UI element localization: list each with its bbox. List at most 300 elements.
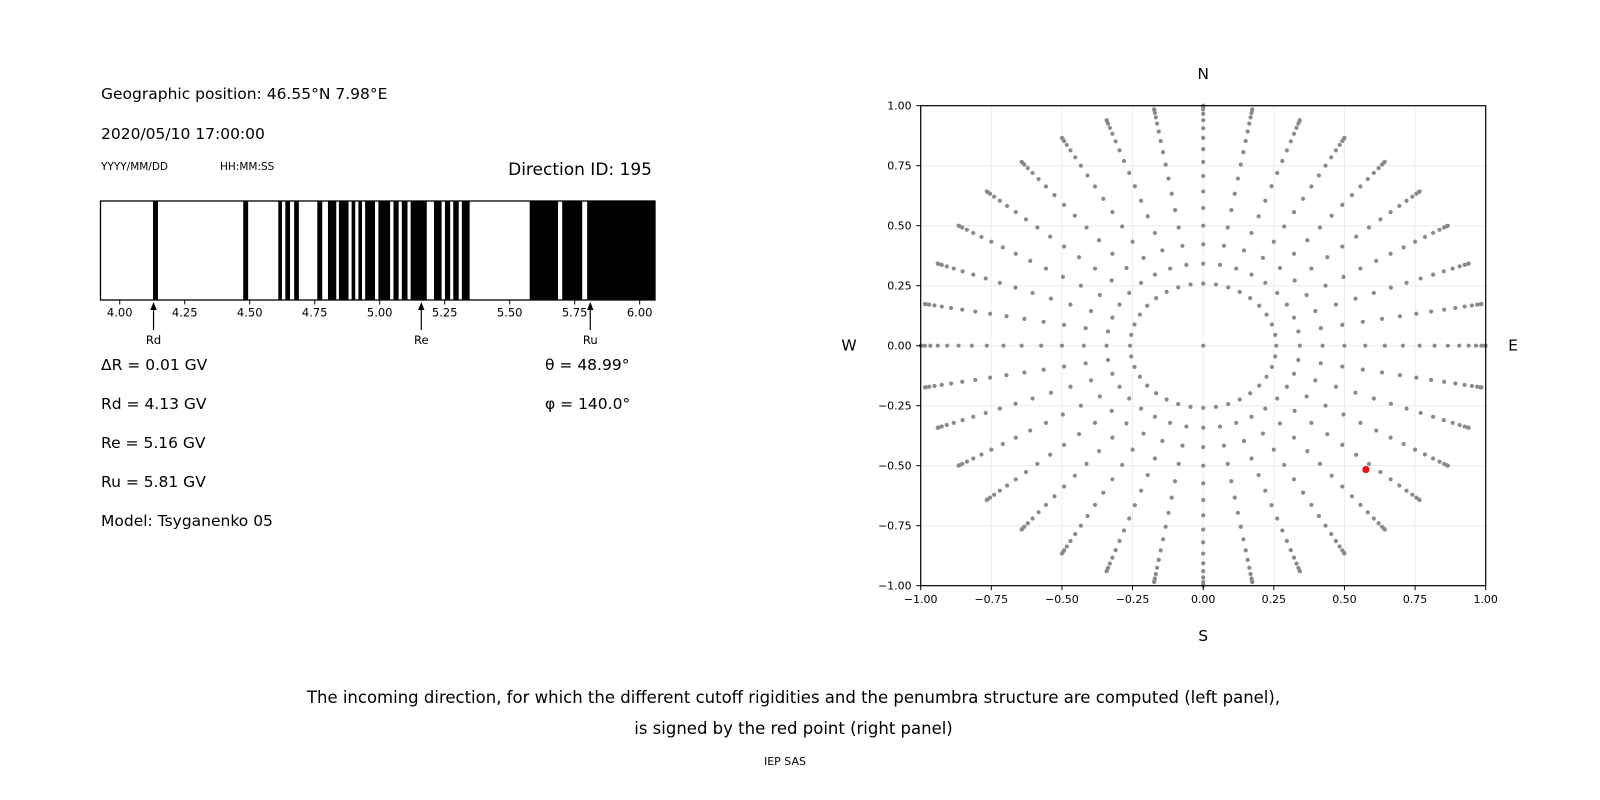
penumbra-bar — [378, 202, 390, 300]
direction-dot — [1301, 491, 1305, 495]
direction-dot — [1042, 368, 1046, 372]
direction-dot — [1084, 361, 1088, 365]
direction-dot — [1397, 483, 1401, 487]
direction-dot — [1389, 286, 1393, 290]
direction-dot — [998, 406, 1002, 410]
direction-dot — [1323, 284, 1327, 288]
direction-dot — [1257, 304, 1261, 308]
direction-dot — [956, 224, 960, 228]
direction-dot — [1065, 544, 1069, 548]
direction-dot — [1005, 483, 1009, 487]
direction-dot — [1085, 173, 1089, 177]
direction-dot — [1358, 503, 1362, 507]
direction-dot — [1044, 184, 1048, 188]
direction-dot — [1084, 462, 1088, 466]
direction-dot — [1442, 380, 1446, 384]
direction-dot — [1264, 375, 1268, 379]
direction-dot — [1313, 309, 1317, 313]
datetime-text: 2020/05/10 17:00:00 — [101, 125, 265, 143]
direction-dot — [1001, 442, 1005, 446]
direction-dot — [1133, 184, 1137, 188]
direction-dot — [1323, 524, 1327, 528]
direction-dot — [1155, 122, 1159, 126]
direction-dot — [988, 312, 992, 316]
direction-dot — [1242, 248, 1246, 252]
direction-dot — [1089, 309, 1093, 313]
direction-dot — [1280, 528, 1284, 532]
direction-dot — [1374, 259, 1378, 263]
direction-dot — [1035, 462, 1039, 466]
direction-dot — [1028, 259, 1032, 263]
direction-dot — [973, 378, 977, 382]
direction-dot — [1292, 372, 1296, 376]
x-axis-tick-label: 0.25 — [1261, 593, 1287, 607]
direction-dot — [1340, 244, 1344, 248]
direction-dot — [1014, 477, 1018, 481]
direction-dot — [1292, 436, 1296, 440]
direction-dot — [1129, 333, 1133, 337]
date-format-hint: YYYY/MM/DD — [101, 161, 169, 173]
direction-dot — [985, 344, 989, 348]
direction-dot — [1155, 566, 1159, 570]
direction-dot — [1106, 358, 1110, 362]
direction-dot — [1309, 266, 1313, 270]
direction-dot — [1248, 572, 1252, 576]
direction-dot — [984, 276, 988, 280]
direction-dot — [1358, 421, 1362, 425]
direction-dot — [1201, 561, 1205, 565]
penumbra-bar — [339, 202, 349, 300]
penumbra-chart — [85, 190, 685, 355]
direction-dot — [1470, 384, 1474, 388]
direction-dot — [1044, 421, 1048, 425]
direction-dot — [1026, 521, 1030, 525]
direction-dot — [1062, 484, 1066, 488]
direction-dot — [940, 304, 944, 308]
direction-dot — [1431, 415, 1435, 419]
direction-dot — [1453, 306, 1457, 310]
direction-dot — [1323, 164, 1327, 168]
direction-dot — [1274, 344, 1278, 348]
direction-dot — [1201, 406, 1205, 410]
direction-dot — [1353, 297, 1357, 301]
y-axis-tick-label: 0.25 — [887, 279, 912, 293]
phi-value: φ = 140.0° — [545, 395, 631, 413]
direction-dot — [1234, 266, 1238, 270]
direction-dot — [1404, 199, 1408, 203]
direction-dot — [1164, 163, 1168, 167]
direction-dot — [1073, 474, 1077, 478]
direction-dot — [1129, 354, 1133, 358]
direction-dot — [1159, 548, 1163, 552]
direction-dot — [1309, 184, 1313, 188]
geographic-position-text: Geographic position: 46.55°N 7.98°E — [101, 85, 388, 103]
direction-dot — [1132, 322, 1136, 326]
direction-dot — [1114, 139, 1118, 143]
direction-dot — [1201, 513, 1205, 517]
direction-dot — [1201, 498, 1205, 502]
direction-dot — [1261, 256, 1265, 260]
direction-dot — [1127, 396, 1131, 400]
direction-dot — [1270, 365, 1274, 369]
direction-dot — [1201, 569, 1205, 573]
direction-dot — [1249, 231, 1253, 235]
direction-dot — [1397, 204, 1401, 208]
direction-dot — [1248, 296, 1252, 300]
direction-dot — [1229, 479, 1233, 483]
y-axis-tick-label: 0.00 — [887, 339, 912, 353]
direction-dot — [1383, 160, 1387, 164]
model-value: Model: Tsyganenko 05 — [101, 512, 273, 530]
direction-dot — [1247, 566, 1251, 570]
direction-dot — [1451, 421, 1455, 425]
direction-dot — [1082, 344, 1086, 348]
direction-dot — [971, 231, 975, 235]
direction-dot — [1065, 143, 1069, 147]
direction-dot — [1201, 281, 1205, 285]
direction-dot — [1152, 580, 1156, 584]
direction-dot — [1244, 548, 1248, 552]
compass-label-west: W — [841, 336, 857, 355]
penumbra-bar — [328, 202, 336, 300]
direction-dot — [1325, 432, 1329, 436]
x-axis-tick-label: −0.75 — [974, 593, 1009, 607]
direction-dot — [1325, 255, 1329, 259]
direction-dot — [945, 423, 949, 427]
ru-arrow-label: Ru — [582, 333, 598, 347]
direction-dot — [1233, 496, 1237, 500]
direction-dot — [1236, 176, 1240, 180]
direction-dot — [1323, 404, 1327, 408]
direction-dot — [1005, 204, 1009, 208]
direction-dot — [1309, 503, 1313, 507]
direction-dot — [1257, 473, 1261, 477]
direction-dot — [1458, 423, 1462, 427]
direction-dot — [1062, 244, 1066, 248]
compass-label-north: N — [1197, 65, 1210, 83]
direction-dot — [1044, 503, 1048, 507]
direction-dot — [1153, 456, 1157, 460]
direction-dot — [1463, 383, 1467, 387]
direction-dot — [1404, 281, 1408, 285]
x-axis-tick-label: 6.00 — [626, 305, 653, 320]
direction-dot — [1110, 316, 1114, 320]
direction-dot — [1372, 396, 1376, 400]
direction-map-chart — [820, 50, 1530, 660]
direction-dot — [1338, 143, 1342, 147]
direction-dot — [1145, 304, 1149, 308]
direction-dot — [1293, 278, 1297, 282]
direction-dot — [1453, 381, 1457, 385]
direction-dot — [1442, 418, 1446, 422]
direction-dot — [1062, 203, 1066, 207]
direction-dot — [1022, 317, 1026, 321]
direction-dot — [1084, 326, 1088, 330]
direction-dot — [1153, 415, 1157, 419]
penumbra-bar — [285, 202, 290, 300]
direction-dot — [1001, 344, 1005, 348]
direction-dot — [1330, 214, 1334, 218]
x-axis-tick-label: 4.25 — [171, 305, 198, 320]
direction-dot — [1313, 378, 1317, 382]
penumbra-bar — [411, 202, 427, 300]
direction-dot — [1141, 431, 1145, 435]
direction-dot — [1110, 409, 1114, 413]
direction-dot — [1467, 426, 1471, 430]
direction-dot — [1138, 375, 1142, 379]
direction-dot — [1363, 344, 1367, 348]
re-arrowhead — [418, 302, 424, 310]
caption-line-1: The incoming direction, for which the different cutoff rigidities and the penumbra structure are computed (left panel), — [306, 688, 1281, 707]
direction-dot — [1201, 242, 1205, 246]
direction-dot — [1201, 551, 1205, 555]
direction-dot — [949, 306, 953, 310]
direction-dot — [940, 383, 944, 387]
direction-dot — [1226, 462, 1230, 466]
direction-dot — [1035, 225, 1039, 229]
penumbra-bar — [317, 202, 322, 300]
direction-dot — [1423, 452, 1427, 456]
direction-dot — [1177, 462, 1181, 466]
direction-dot — [1446, 464, 1450, 468]
direction-dot — [1139, 406, 1143, 410]
re-value: Re = 5.16 GV — [101, 434, 206, 452]
direction-dot — [1410, 195, 1414, 199]
direction-dot — [1052, 494, 1056, 498]
x-axis-tick-label: 0.75 — [1402, 593, 1428, 607]
direction-dot — [952, 421, 956, 425]
direction-dot — [1374, 428, 1378, 432]
direction-dot — [1329, 155, 1333, 159]
direction-dot — [1020, 160, 1024, 164]
penumbra-bar — [365, 202, 375, 300]
direction-dot — [1431, 456, 1435, 460]
direction-dot — [1380, 370, 1384, 374]
direction-dot — [1361, 320, 1365, 324]
direction-dot — [1354, 235, 1358, 239]
direction-dot — [1294, 126, 1298, 130]
direction-dot — [1093, 184, 1097, 188]
direction-dot — [1340, 484, 1344, 488]
direction-dot — [1272, 240, 1276, 244]
direction-dot — [1030, 171, 1034, 175]
direction-dot — [1250, 580, 1254, 584]
direction-dot — [1318, 225, 1322, 229]
direction-dot — [1285, 148, 1289, 152]
direction-dot — [1467, 262, 1471, 266]
direction-dot — [1073, 214, 1077, 218]
direction-dot — [1377, 166, 1381, 170]
direction-dot — [1305, 238, 1309, 242]
direction-dot — [932, 384, 936, 388]
direction-dot — [1201, 262, 1205, 266]
direction-dot — [1354, 453, 1358, 457]
direction-dot — [1173, 479, 1177, 483]
direction-dot — [952, 266, 956, 270]
direction-dot — [1238, 290, 1242, 294]
direction-dot — [1320, 344, 1324, 348]
direction-dot — [1239, 525, 1243, 529]
direction-dot — [1152, 107, 1156, 111]
direction-dot — [1044, 266, 1048, 270]
direction-dot — [1014, 252, 1018, 256]
direction-dot — [1446, 224, 1450, 228]
direction-dot — [989, 240, 993, 244]
direction-dot — [1442, 269, 1446, 273]
x-axis-tick-label: 0.00 — [1190, 593, 1216, 607]
direction-dot — [1239, 163, 1243, 167]
direction-dot — [1433, 344, 1437, 348]
direction-dot — [1250, 107, 1254, 111]
direction-dot — [956, 464, 960, 468]
penumbra-bar — [153, 202, 158, 300]
direction-dot — [1318, 462, 1322, 466]
direction-dot — [1127, 516, 1131, 520]
direction-dot — [1305, 449, 1309, 453]
direction-dot — [1214, 282, 1218, 286]
direction-dot — [1201, 118, 1205, 122]
direction-dot — [1060, 344, 1064, 348]
direction-dot — [1275, 396, 1279, 400]
direction-dot — [1241, 150, 1245, 154]
direction-dot — [1401, 344, 1405, 348]
direction-dot — [1037, 177, 1041, 181]
direction-dot — [1180, 443, 1184, 447]
direction-dot — [1479, 302, 1483, 306]
direction-dot — [985, 189, 989, 193]
direction-dot — [1298, 569, 1302, 573]
direction-dot — [936, 426, 940, 430]
penumbra-bar — [294, 202, 299, 300]
direction-dot — [1201, 160, 1205, 164]
direction-dot — [1246, 129, 1250, 133]
direction-dot — [1176, 402, 1180, 406]
direction-dot — [1073, 532, 1077, 536]
direction-dot — [1157, 558, 1161, 562]
direction-dot — [945, 264, 949, 268]
direction-dot — [1173, 208, 1177, 212]
direction-dot — [1168, 421, 1172, 425]
direction-dot — [1366, 177, 1370, 181]
direction-dot — [1201, 147, 1205, 151]
x-axis-tick-label: 5.25 — [431, 305, 458, 320]
direction-dot — [1201, 224, 1205, 228]
x-axis-tick-label: 5.75 — [561, 305, 588, 320]
direction-dot — [1377, 521, 1381, 525]
direction-dot — [1275, 516, 1279, 520]
direction-dot — [956, 344, 960, 348]
theta-value: θ = 48.99° — [545, 356, 630, 374]
direction-dot — [1419, 276, 1423, 280]
direction-dot — [949, 381, 953, 385]
direction-dot — [1060, 551, 1064, 555]
direction-dot — [1052, 193, 1056, 197]
x-axis-tick-label: 4.75 — [301, 305, 328, 320]
direction-dot — [1128, 344, 1132, 348]
direction-dot — [1423, 235, 1427, 239]
direction-dot — [1110, 436, 1114, 440]
direction-dot — [1214, 405, 1218, 409]
direction-dot — [1263, 281, 1267, 285]
direction-dot — [1226, 285, 1230, 289]
direction-dot — [1342, 136, 1346, 140]
direction-dot — [1248, 115, 1252, 119]
x-axis-tick-label: −0.50 — [1045, 593, 1079, 607]
direction-dot — [1289, 548, 1293, 552]
direction-dot — [1104, 344, 1108, 348]
direction-dot — [928, 344, 932, 348]
direction-dot — [1226, 225, 1230, 229]
direction-dot — [1419, 411, 1423, 415]
direction-dot — [1350, 494, 1354, 498]
direction-dot — [1413, 240, 1417, 244]
direction-dot — [1101, 197, 1105, 201]
x-axis-tick-label: 0.50 — [1332, 593, 1357, 607]
direction-dot — [1020, 344, 1024, 348]
direction-dot — [1104, 569, 1108, 573]
credit-text: IEP SAS — [763, 755, 807, 768]
direction-dot — [945, 344, 949, 348]
direction-dot — [1161, 537, 1165, 541]
y-axis-tick-label: −0.75 — [877, 519, 912, 533]
penumbra-bar — [445, 202, 450, 300]
direction-dot — [1097, 449, 1101, 453]
direction-dot — [1188, 405, 1192, 409]
direction-dot — [1234, 421, 1238, 425]
direction-dot — [1429, 378, 1433, 382]
direction-dot — [1269, 184, 1273, 188]
direction-dot — [1098, 394, 1102, 398]
direction-dot — [1380, 317, 1384, 321]
direction-dot — [1242, 439, 1246, 443]
direction-dot — [1446, 344, 1450, 348]
direction-dot — [1106, 329, 1110, 333]
x-axis-tick-label: 4.50 — [236, 305, 263, 320]
direction-dot — [1120, 224, 1124, 228]
direction-dot — [1160, 439, 1164, 443]
direction-dot — [1168, 266, 1172, 270]
direction-dot — [1418, 189, 1422, 193]
direction-dot — [1389, 252, 1393, 256]
x-axis-tick-label: −1.00 — [903, 593, 938, 607]
direction-dot — [1367, 462, 1371, 466]
direction-dot — [1201, 464, 1205, 468]
direction-dot — [1389, 210, 1393, 214]
direction-dot — [1160, 248, 1164, 252]
compass-label-south: S — [1198, 627, 1209, 645]
direction-dot — [1442, 308, 1446, 312]
direction-dot — [1020, 527, 1024, 531]
direction-dot — [971, 456, 975, 460]
direction-dot — [1278, 266, 1282, 270]
direction-dot — [1079, 164, 1083, 168]
direction-dot — [1263, 489, 1267, 493]
direction-dot — [1073, 155, 1077, 159]
direction-dot — [1146, 473, 1150, 477]
direction-dot — [1378, 217, 1382, 221]
direction-dot — [1366, 510, 1370, 514]
direction-dot — [1079, 524, 1083, 528]
direction-dot — [1030, 396, 1034, 400]
direction-dot — [1062, 323, 1066, 327]
direction-dot — [1024, 217, 1028, 221]
direction-dot — [1278, 421, 1282, 425]
direction-dot — [1261, 431, 1265, 435]
direction-dot — [1402, 245, 1406, 249]
x-axis-tick-label: 1.00 — [1473, 593, 1498, 607]
direction-dot — [1110, 252, 1114, 256]
direction-dot — [1030, 291, 1034, 295]
